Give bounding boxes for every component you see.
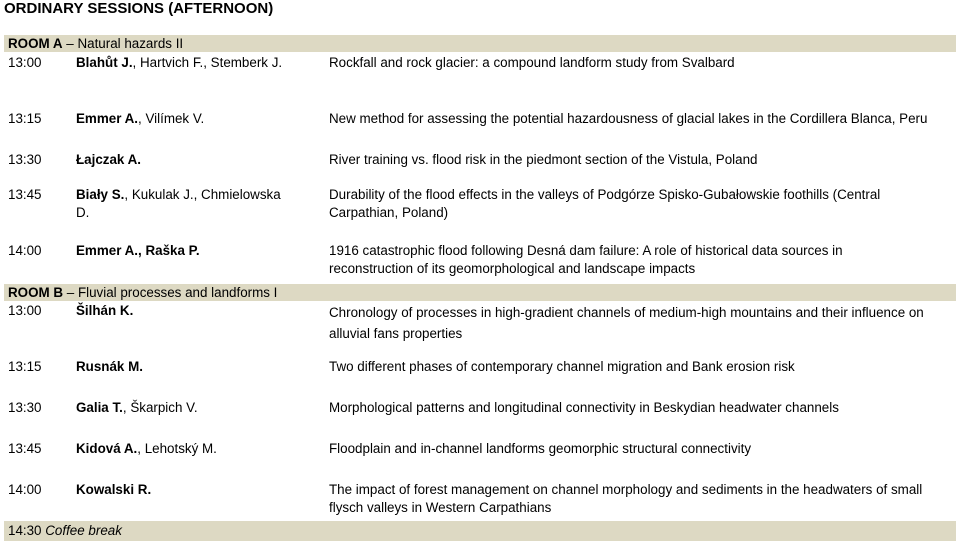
lead-author: Biały S. [76,187,125,202]
session-title: New method for assessing the potential hazardousness of glacial lakes in the Cordillera Blanca, Peru [329,111,928,126]
session-authors [76,302,296,320]
lead-author: Rusnák M. [76,359,143,374]
room-b-header [4,284,956,301]
co-authors: , Hartvich F., Stemberk J. [132,55,283,70]
session-time: 14:00 [8,482,42,497]
lead-author: Kidová A. [76,441,138,456]
lead-author: Łajczak A. [76,152,141,167]
session-authors [76,481,296,499]
session-time: 13:45 [8,187,42,202]
session-title: 1916 catastrophic flood following Desná dam failure: A role of historical data sources in reconstruction of its geomorphological and landscape impacts [329,243,843,276]
lead-author: Galia T. [76,400,123,415]
session-authors [76,358,296,376]
session-authors [76,440,296,458]
room-b-label: ROOM B [8,285,64,300]
co-authors: , Lehotský M. [137,441,217,456]
room-a-label: ROOM A [8,36,63,51]
session-authors [76,151,296,169]
co-authors: , Kukulak J., Chmielowska D. [76,187,281,220]
session-time: 14:00 [8,243,42,258]
room-a-topic: Natural hazards II [77,36,184,51]
session-time: 13:30 [8,400,42,415]
session-time: 13:15 [8,359,42,374]
room-a-separator: – [62,36,78,51]
lead-author: Blahůt J. [76,55,133,70]
session-time: 13:00 [8,55,42,70]
session-authors [76,242,296,260]
session-authors [76,110,296,128]
coffee-break-time: 14:30 [8,523,42,538]
lead-author: Kowalski R. [76,482,152,497]
co-authors: , Vilímek V. [138,111,205,126]
session-authors [76,399,296,417]
session-title: The impact of forest management on channel morphology and sediments in the headwaters of small flysch valleys in Western Carpathians [329,482,923,515]
room-b-separator: – [63,285,78,300]
session-title: Durability of the flood effects in the valleys of Podgórze Spisko-Gubałowskie foothills (Central Carpathian, Poland) [329,187,881,220]
session-authors [76,186,291,222]
session-title: Two different phases of contemporary channel migration and Bank erosion risk [329,359,795,374]
lead-author: Emmer A., Raška P. [76,243,200,258]
session-time: 13:45 [8,441,42,456]
session-title: Chronology of processes in high-gradient channels of medium-high mountains and their influence on alluvial fans properties [329,305,924,341]
session-title: Floodplain and in-channel landforms geomorphic structural connectivity [329,441,752,456]
room-b-topic: Fluvial processes and landforms I [77,285,278,300]
session-time: 13:00 [8,303,42,318]
coffee-break-label: Coffee break [45,523,122,538]
lead-author: Emmer A. [76,111,139,126]
coffee-break-row [4,521,956,541]
lead-author: Šilhán K. [76,303,134,318]
session-authors [76,54,291,72]
session-time: 13:30 [8,152,42,167]
room-a-header [4,35,956,52]
session-title: Rockfall and rock glacier: a compound landform study from Svalbard [329,55,735,70]
session-time: 13:15 [8,111,42,126]
session-title: River training vs. flood risk in the piedmont section of the Vistula, Poland [329,152,758,167]
co-authors: , Škarpich V. [122,400,198,415]
session-title: Morphological patterns and longitudinal connectivity in Beskydian headwater channels [329,400,839,415]
page-title: ORDINARY SESSIONS (AFTERNOON) [4,0,274,17]
